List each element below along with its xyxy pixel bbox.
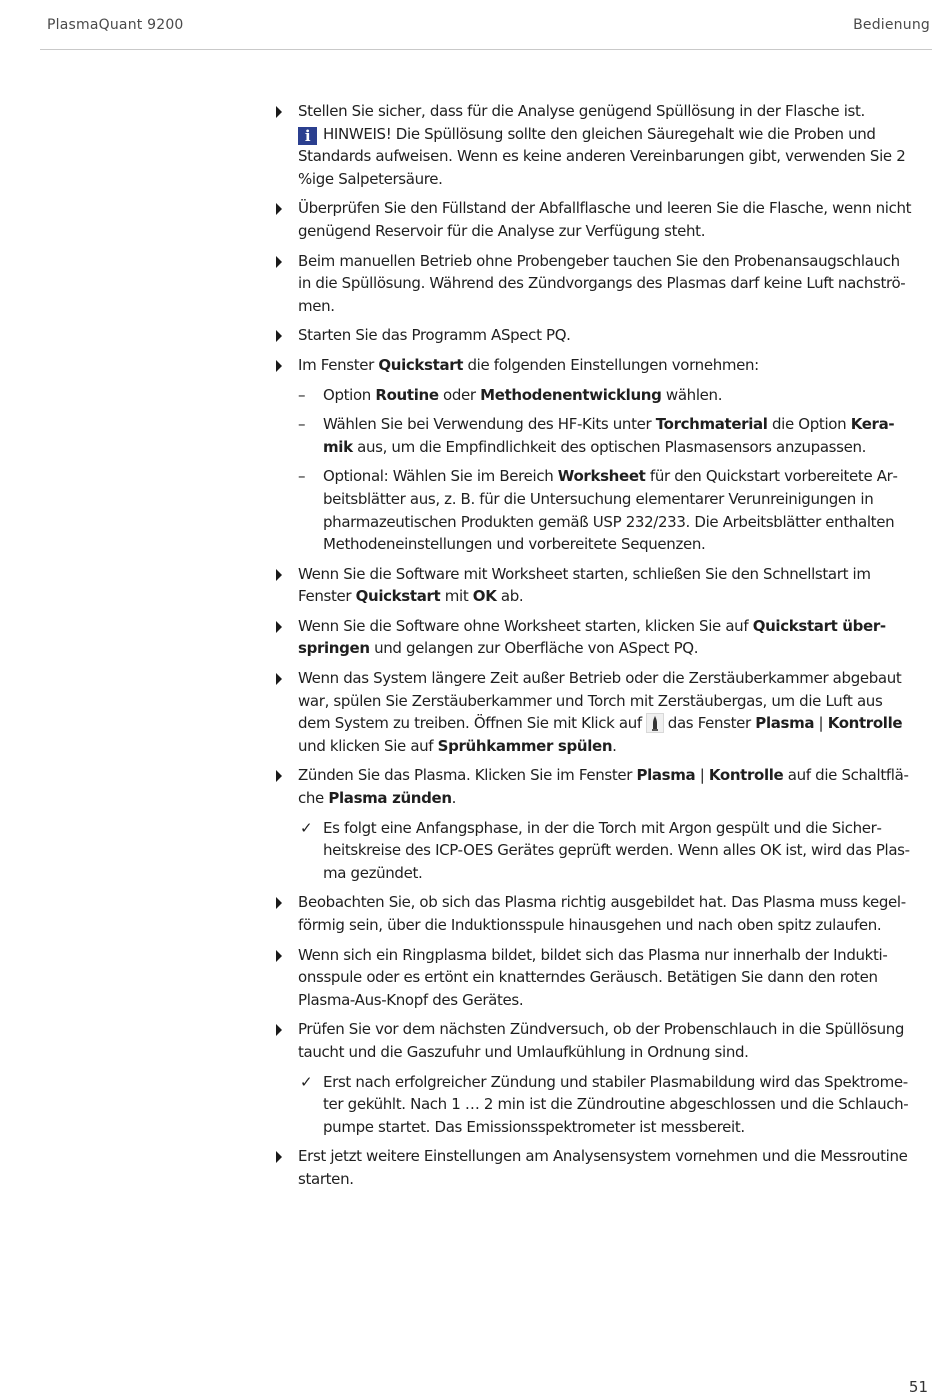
- triangle-bullet-icon: [276, 360, 282, 372]
- step-quickstart-settings: Im Fenster Quickstart die folgenden Einstellungen vornehmen:: [272, 354, 912, 377]
- page-number: 51: [908, 1378, 928, 1396]
- step-text: Starten Sie das Programm ASpect PQ.: [298, 326, 571, 345]
- ui-term: Plasma: [636, 766, 696, 785]
- step-text: Beim manuellen Betrieb ohne Probengeber tauchen Sie den Probenansaugschlauch in die Spüllösung. Während des Zündvorgangs des Plasmas darf keine Luft nachströmen.: [298, 251, 906, 315]
- ui-term: Sprühkammer spülen: [437, 736, 613, 755]
- ui-term: OK: [472, 587, 497, 606]
- step-start-program: [272, 324, 912, 347]
- triangle-bullet-icon: [276, 673, 282, 685]
- ui-term: Worksheet: [557, 467, 646, 486]
- dash-bullet: –: [298, 467, 306, 486]
- step-with-worksheet: Wenn Sie die Software mit Worksheet starten, schließen Sie den Schnellstart im Fenster Quickstart mit OK ab.: [272, 563, 912, 608]
- step-waste-bottle: [272, 197, 912, 242]
- dash-bullet: –: [298, 385, 306, 404]
- ui-term: Kontrolle: [827, 714, 903, 733]
- step-purge-chamber: Wenn das System längere Zeit außer Betrieb oder die Zerstäuberkammer abgebaut war, spülen Sie Zerstäuberkammer und Torch mit Zerstäubergas, um die Luft aus dem System zu treiben. Öffnen Sie mit Klick auf das Fenster Plasma | Kontrolle und klicken Sie auf Sprühkammer spülen.: [272, 667, 912, 757]
- ui-term: Kontrolle: [708, 766, 784, 785]
- checkmark-icon: ✓: [300, 818, 313, 837]
- step-check-tubing: Prüfen Sie vor dem nächsten Zündversuch, ob der Probenschlauch in die Spüllösung taucht und die Gaszufuhr und Umlaufkühlung in Ordnung sind.: [272, 1018, 912, 1063]
- result-cooling: ✓ Erst nach erfolgreicher Zündung und stabiler Plasmabildung wird das Spektrometer gekühlt. Nach 1 … 2 min ist die Zündroutine abgeschlossen und die Schlauchpumpe startet. Das Emissionsspektrometer ist messbereit.: [300, 1072, 909, 1136]
- substep-torchmaterial: – Wählen Sie bei Verwendung des HF-Kits unter Torchmaterial die Option Keramik aus, um die Empfindlichkeit des optischen Plasmasensors anzupassen.: [298, 415, 895, 456]
- header-section: Bedienung: [853, 17, 930, 33]
- step-ring-plasma: Wenn sich ein Ringplasma bildet, bildet sich das Plasma nur innerhalb der Induktionsspule oder es ertönt ein knatterndes Geräusch. Betätigen Sie dann den roten Plasma-Aus-Knopf des Gerätes.: [272, 944, 912, 1012]
- triangle-bullet-icon: [276, 1024, 282, 1036]
- ui-term: Quickstart: [355, 587, 441, 606]
- step-text: Stellen Sie sicher, dass für die Analyse genügend Spüllösung in der Flasche ist.: [298, 102, 865, 120]
- step-manual-operation: [272, 250, 912, 318]
- triangle-bullet-icon: [276, 621, 282, 633]
- triangle-bullet-icon: [276, 950, 282, 962]
- step-further-settings: Erst jetzt weitere Einstellungen am Analysensystem vornehmen und die Messroutine starten.: [272, 1145, 912, 1190]
- step-without-worksheet: Wenn Sie die Software ohne Worksheet starten, klicken Sie auf Quickstart überspringen und gelangen zur Oberfläche von ASpect PQ.: [272, 615, 912, 660]
- step-rinse-solution: [272, 100, 912, 190]
- step-observe-plasma: Beobachten Sie, ob sich das Plasma richtig ausgebildet hat. Das Plasma muss kegelförmig sein, über die Induktionsspule hinausgehen und nach oben spitz zulaufen.: [272, 891, 912, 936]
- triangle-bullet-icon: [276, 203, 282, 215]
- ui-term: Routine: [375, 385, 439, 404]
- header-rule: [40, 49, 932, 50]
- triangle-bullet-icon: [276, 569, 282, 581]
- ui-term: Plasma: [755, 714, 815, 733]
- triangle-bullet-icon: [276, 106, 282, 118]
- ui-term: Keramik: [323, 415, 895, 456]
- ui-term: Quickstart überspringen: [298, 616, 887, 658]
- substep-worksheet: – Optional: Wählen Sie im Bereich Worksheet für den Quickstart vorbereitete Arbeitsblätter aus, z. B. für die Untersuchung elementarer Verunreinigungen in pharmazeutischen Produkten gemäß USP 232/233. Die Arbeitsblätter enthalten Methodeneinstellungen und vorbereitete Sequenzen.: [298, 467, 898, 554]
- instruction-list: [272, 100, 912, 1198]
- triangle-bullet-icon: [276, 897, 282, 909]
- step-ignite-plasma: Zünden Sie das Plasma. Klicken Sie im Fenster Plasma | Kontrolle auf die Schaltfläche Plasma zünden.: [272, 764, 912, 809]
- result-ignition: ✓ Es folgt eine Anfangsphase, in der die Torch mit Argon gespült und die Sicherheitskreise des ICP-OES Gerätes geprüft werden. Wenn alles OK ist, wird das Plasma gezündet.: [300, 818, 911, 882]
- ui-term: Methodenentwicklung: [480, 385, 662, 404]
- substep-option: – Option Routine oder Methodenentwicklung wählen.: [272, 384, 912, 407]
- ui-term: Quickstart: [378, 355, 464, 374]
- plasma-torch-icon: [646, 713, 664, 733]
- triangle-bullet-icon: [276, 1151, 282, 1163]
- ui-term: Plasma zünden: [328, 789, 452, 808]
- info-icon: i: [298, 127, 317, 145]
- ui-term: Torchmaterial: [655, 415, 768, 434]
- note-hinweis: [298, 123, 912, 191]
- triangle-bullet-icon: [276, 256, 282, 268]
- note-text: HINWEIS! Die Spüllösung sollte den gleichen Säuregehalt wie die Proben und Standards aufweisen. Wenn es keine anderen Vereinbarungen gibt, verwenden Sie 2 %ige Salpetersäure.: [298, 124, 906, 188]
- triangle-bullet-icon: [276, 770, 282, 782]
- step-text: Überprüfen Sie den Füllstand der Abfallflasche und leeren Sie die Flasche, wenn nicht genügend Reservoir für die Analyse zur Verfügung steht.: [298, 199, 912, 240]
- checkmark-icon: ✓: [300, 1072, 313, 1091]
- triangle-bullet-icon: [276, 330, 282, 342]
- dash-bullet: –: [298, 415, 306, 434]
- header-product: PlasmaQuant 9200: [47, 17, 184, 33]
